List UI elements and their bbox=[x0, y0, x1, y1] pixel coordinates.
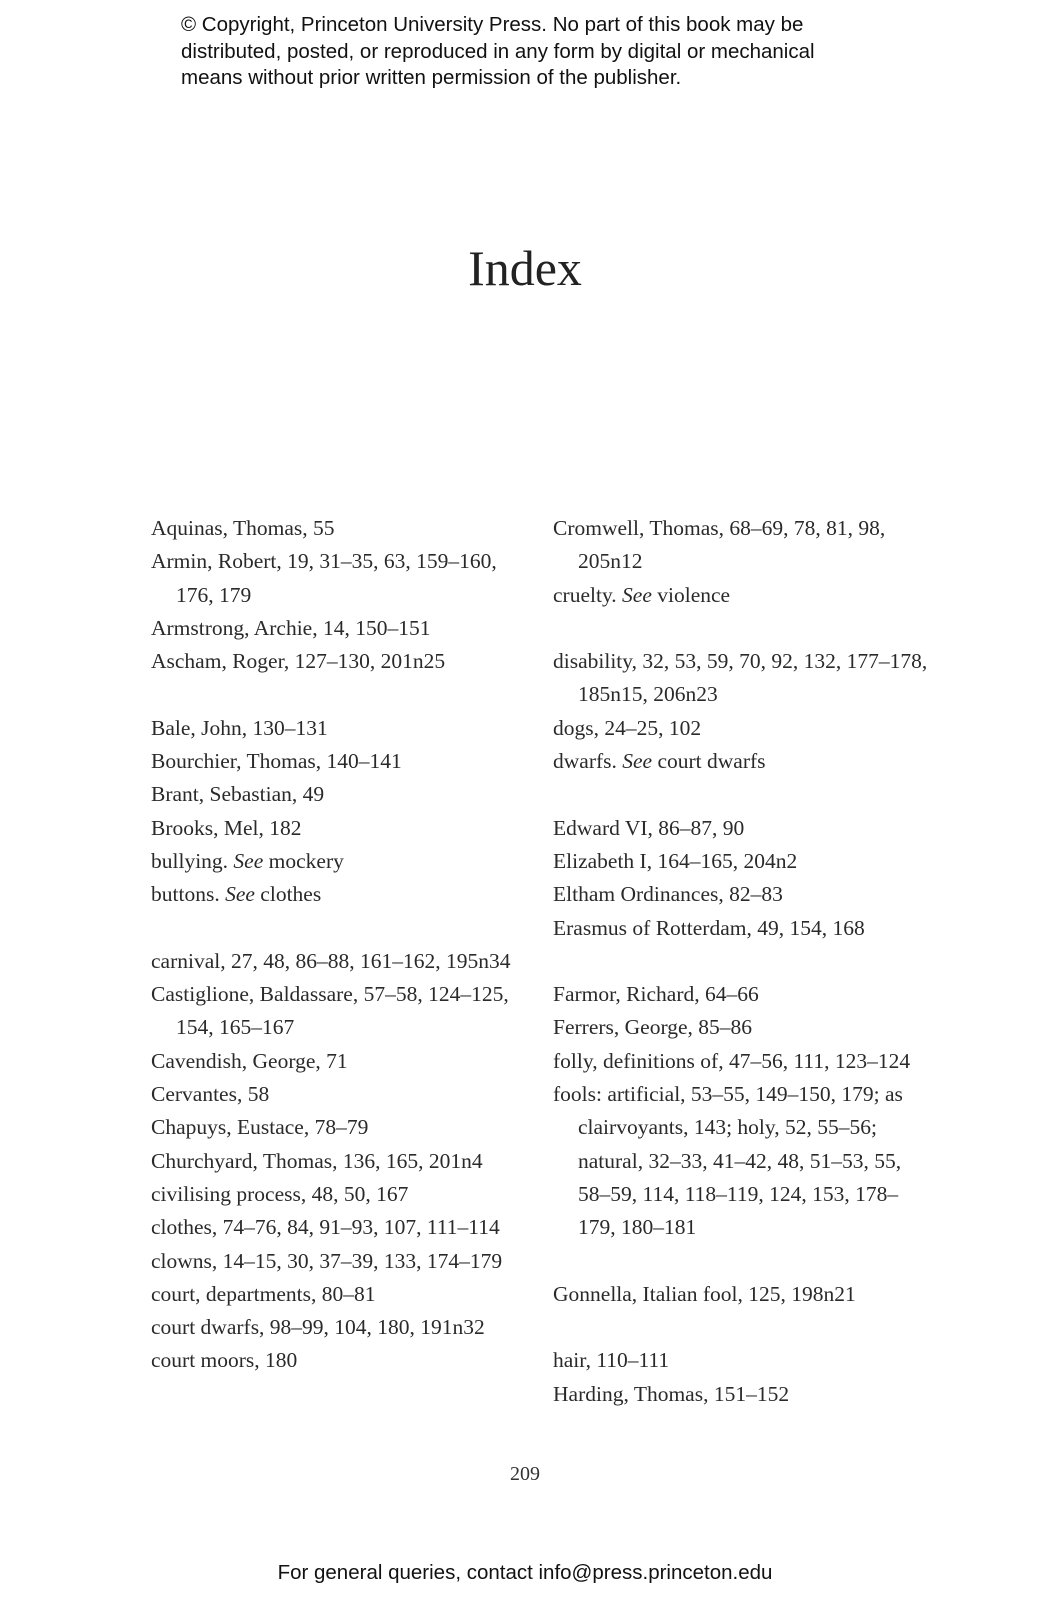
index-entry: disability, 32, 53, 59, 70, 92, 132, 177–178, 185n15, 206n23 bbox=[553, 649, 928, 707]
letter-group-gap bbox=[553, 778, 933, 811]
see-target: court dwarfs bbox=[652, 749, 766, 774]
page-title: Index bbox=[468, 240, 582, 296]
index-entry-cross-reference bbox=[151, 845, 531, 878]
index-entry: Elizabeth I, 164–165, 204n2 bbox=[553, 848, 798, 873]
letter-group-gap bbox=[553, 612, 933, 645]
index-entry: Chapuys, Eustace, 78–79 bbox=[151, 1115, 369, 1140]
index-entry: fools: artificial, 53–55, 149–150, 179; as clairvoyants, 143; holy, 52, 55–56; natural, 32–33, 41–42, 48, 51–53, 55, 58–59, 114, 118–119, 124, 153, 178–179, 180–181 bbox=[553, 1082, 903, 1240]
index-entry: Armstrong, Archie, 14, 150–151 bbox=[151, 615, 431, 640]
index-entry: Castiglione, Baldassare, 57–58, 124–125, 154, 165–167 bbox=[151, 982, 509, 1040]
index-entry: Eltham Ordinances, 82–83 bbox=[553, 882, 783, 907]
index-entry: Cervantes, 58 bbox=[151, 1082, 270, 1107]
index-column-left bbox=[151, 512, 531, 1378]
index-entry: court moors, 180 bbox=[151, 1348, 298, 1373]
letter-group-gap bbox=[151, 912, 531, 945]
index-entry: court dwarfs, 98–99, 104, 180, 191n32 bbox=[151, 1315, 485, 1340]
see-reference: See bbox=[622, 749, 653, 774]
index-entry: Erasmus of Rotterdam, 49, 154, 168 bbox=[553, 915, 865, 940]
see-target: violence bbox=[651, 582, 731, 607]
index-entry: clothes, 74–76, 84, 91–93, 107, 111–114 bbox=[151, 1215, 500, 1240]
see-reference: See bbox=[225, 882, 255, 907]
page-number: 209 bbox=[510, 1463, 540, 1485]
index-entry: Aquinas, Thomas, 55 bbox=[151, 516, 335, 540]
index-entry: Bale, John, 130–131 bbox=[151, 715, 328, 740]
index-entry: Cromwell, Thomas, 68–69, 78, 81, 98, 205n12 bbox=[553, 516, 886, 574]
index-entry: court, departments, 80–81 bbox=[151, 1281, 376, 1306]
index-entry: Gonnella, Italian fool, 125, 198n21 bbox=[553, 1281, 856, 1306]
index-entry: Farmor, Richard, 64–66 bbox=[553, 982, 759, 1007]
index-entry: civilising process, 48, 50, 167 bbox=[151, 1181, 409, 1206]
index-entry: Edward VI, 86–87, 90 bbox=[553, 815, 745, 840]
letter-group-gap bbox=[553, 945, 933, 978]
index-entry: Cavendish, George, 71 bbox=[151, 1048, 348, 1073]
see-target: mockery bbox=[263, 848, 344, 873]
index-entry-cross-reference bbox=[553, 745, 933, 778]
index-entry: Churchyard, Thomas, 136, 165, 201n4 bbox=[151, 1148, 483, 1173]
index-entry-cross-reference bbox=[151, 878, 531, 911]
index-entry: clowns, 14–15, 30, 37–39, 133, 174–179 bbox=[151, 1248, 503, 1273]
index-entry: dogs, 24–25, 102 bbox=[553, 715, 702, 740]
index-entry: Bourchier, Thomas, 140–141 bbox=[151, 749, 402, 774]
see-reference: See bbox=[622, 582, 652, 607]
index-entry: Brant, Sebastian, 49 bbox=[151, 782, 325, 807]
see-reference: See bbox=[233, 848, 264, 873]
index-column-right bbox=[553, 512, 933, 1411]
letter-group-gap bbox=[151, 678, 531, 711]
entry-term: buttons. bbox=[151, 882, 226, 907]
entry-term: dwarfs. bbox=[553, 749, 623, 774]
letter-group-gap bbox=[553, 1245, 933, 1278]
index-entry: Brooks, Mel, 182 bbox=[151, 815, 302, 840]
contact-footer: For general queries, contact info@press.princeton.edu bbox=[277, 1561, 773, 1584]
index-entry: Ferrers, George, 85–86 bbox=[553, 1015, 753, 1040]
index-entry: carnival, 27, 48, 86–88, 161–162, 195n34 bbox=[151, 948, 511, 973]
copyright-notice: © Copyright, Princeton University Press. No part of this book may be distributed, posted, or reproduced in any form by digital or mechanical means without prior written permission of the publisher. bbox=[181, 13, 815, 89]
index-entry: Ascham, Roger, 127–130, 201n25 bbox=[151, 649, 446, 674]
entry-term: bullying. bbox=[151, 848, 234, 873]
letter-group-gap bbox=[553, 1311, 933, 1344]
index-entry: hair, 110–111 bbox=[553, 1348, 670, 1373]
entry-term: cruelty. bbox=[553, 582, 623, 607]
index-entry: Harding, Thomas, 151–152 bbox=[553, 1381, 790, 1406]
index-entry: folly, definitions of, 47–56, 111, 123–124 bbox=[553, 1048, 911, 1073]
see-target: clothes bbox=[254, 882, 322, 907]
index-entry: Armin, Robert, 19, 31–35, 63, 159–160, 176, 179 bbox=[151, 549, 497, 607]
index-entry-cross-reference bbox=[553, 579, 933, 612]
